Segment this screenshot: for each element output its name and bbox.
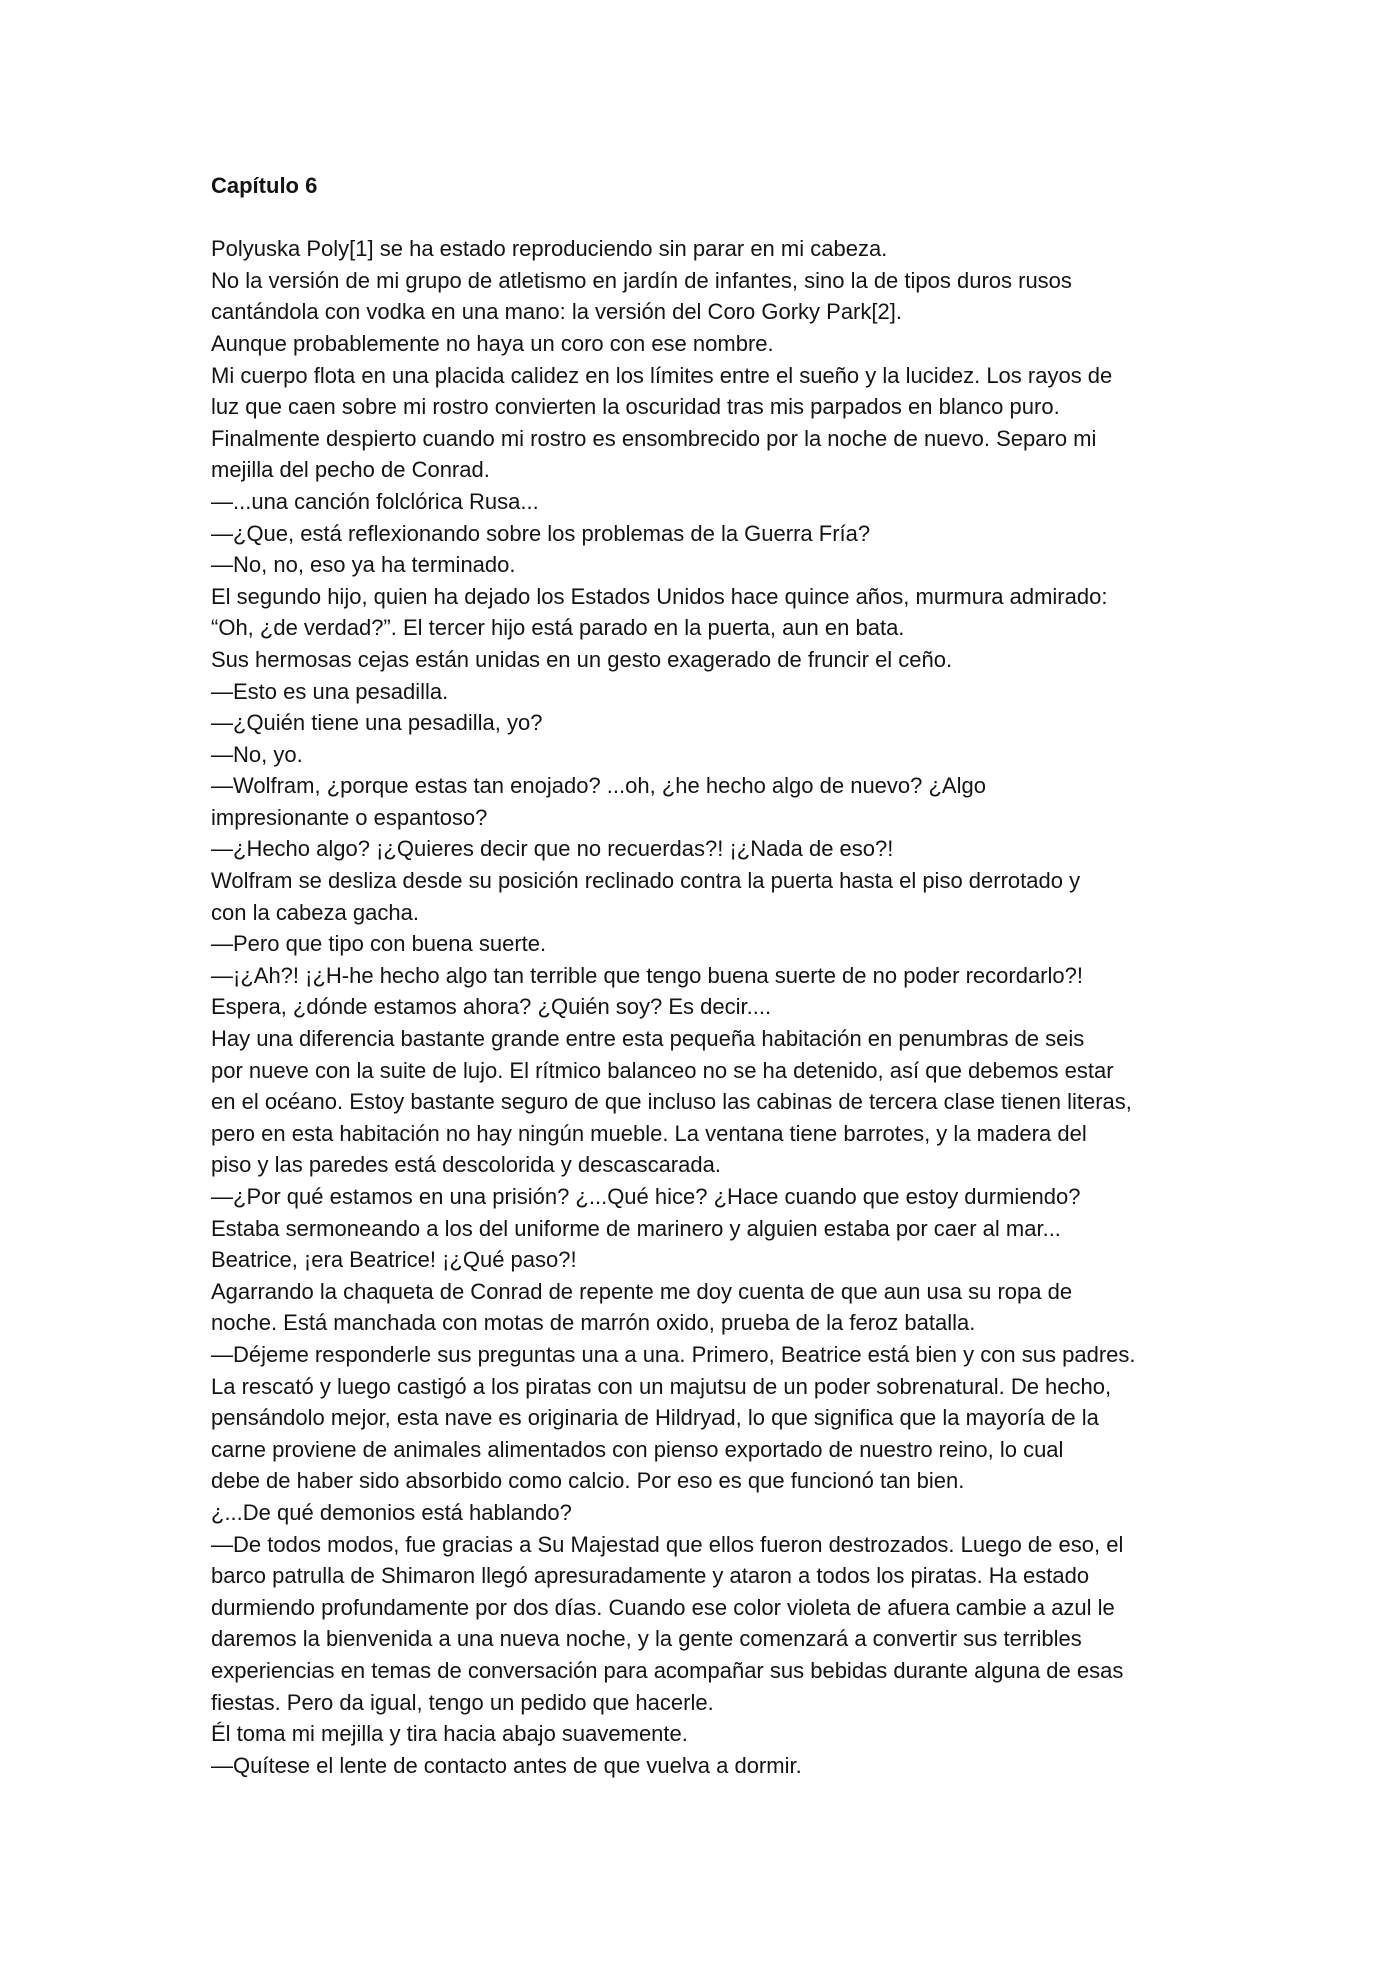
text-line: luz que caen sobre mi rostro convierten la oscuridad tras mis parpados en blanco puro. [211, 394, 1060, 420]
text-line: Sus hermosas cejas están unidas en un gesto exagerado de fruncir el ceño. [211, 646, 953, 672]
paragraph [211, 865, 1211, 928]
text-line: —Déjeme responderle sus preguntas una a una. Primero, Beatrice está bien y con sus padres. [211, 1341, 1136, 1367]
paragraph [211, 960, 1211, 1023]
text-line: “Oh, ¿de verdad?”. El tercer hijo está parado en la puerta, aun en bata. [211, 615, 905, 641]
text-line: barco patrulla de Shimaron llegó apresuradamente y ataron a todos los piratas. Ha estado [211, 1563, 1090, 1589]
text-line: en el océano. Estoy bastante seguro de que incluso las cabinas de tercera clase tienen literas, [211, 1089, 1132, 1115]
paragraph [211, 739, 1211, 771]
text-line: Mi cuerpo flota en una placida calidez en los límites entre el sueño y la lucidez. Los rayos de [211, 362, 1113, 388]
text-line: experiencias en temas de conversación para acompañar sus bebidas durante alguna de esas [211, 1657, 1124, 1683]
text-line: Wolfram se desliza desde su posición reclinado contra la puerta hasta el piso derrotado y [211, 868, 1081, 894]
text-line: Polyuska Poly[1] se ha estado reproduciendo sin parar en mi cabeza. [211, 236, 888, 262]
paragraph [211, 486, 1211, 518]
paragraph-list [211, 233, 1211, 1781]
text-line: Espera, ¿dónde estamos ahora? ¿Quién soy? Es decir.... [211, 994, 772, 1020]
text-line: La rescató y luego castigó a los piratas con un majutsu de un poder sobrenatural. De hecho, [211, 1373, 1112, 1399]
paragraph [211, 265, 1211, 328]
text-line: daremos la bienvenida a una nueva noche, y la gente comenzará a convertir sus terribles [211, 1626, 1082, 1652]
text-line: Él toma mi mejilla y tira hacia abajo suavemente. [211, 1721, 688, 1747]
text-line: —¿Quién tiene una pesadilla, yo? [211, 710, 543, 736]
text-line: Finalmente despierto cuando mi rostro es ensombrecido por la noche de nuevo. Separo mi [211, 425, 1097, 451]
text-line: —...una canción folclórica Rusa... [211, 488, 539, 514]
text-line: —No, no, eso ya ha terminado. [211, 552, 516, 578]
paragraph [211, 360, 1211, 486]
text-line: Agarrando la chaqueta de Conrad de repente me doy cuenta de que aun usa su ropa de [211, 1278, 1073, 1304]
paragraph [211, 1339, 1211, 1497]
paragraph [211, 1750, 1211, 1782]
paragraph [211, 549, 1211, 581]
text-line: por nueve con la suite de lujo. El rítmico balanceo no se ha detenido, así que debemos estar [211, 1057, 1114, 1083]
text-line: Aunque probablemente no haya un coro con ese nombre. [211, 330, 774, 356]
paragraph [211, 518, 1211, 550]
text-line: Estaba sermoneando a los del uniforme de marinero y alguien estaba por caer al mar... [211, 1215, 1061, 1241]
text-line: ¿...De qué demonios está hablando? [211, 1499, 572, 1525]
text-line: —No, yo. [211, 741, 303, 767]
document-body [211, 170, 1211, 1781]
paragraph [211, 1276, 1211, 1339]
paragraph [211, 1529, 1211, 1719]
paragraph [211, 644, 1211, 676]
text-line: —¡¿Ah?! ¡¿H-he hecho algo tan terrible que tengo buena suerte de no poder recordarlo?! [211, 962, 1083, 988]
paragraph [211, 676, 1211, 708]
text-line: —Quítese el lente de contacto antes de que vuelva a dormir. [211, 1752, 802, 1778]
text-line: con la cabeza gacha. [211, 899, 419, 925]
paragraph [211, 833, 1211, 865]
text-line: —Esto es una pesadilla. [211, 678, 449, 704]
text-line: fiestas. Pero da igual, tengo un pedido que hacerle. [211, 1689, 714, 1715]
text-line: —Pero que tipo con buena suerte. [211, 931, 547, 957]
paragraph [211, 1181, 1211, 1276]
text-line: piso y las paredes está descolorida y descascarada. [211, 1152, 721, 1178]
paragraph [211, 581, 1211, 644]
text-line: —¿Por qué estamos en una prisión? ¿...Qué hice? ¿Hace cuando que estoy durmiendo? [211, 1184, 1081, 1209]
paragraph [211, 1497, 1211, 1529]
paragraph [211, 928, 1211, 960]
text-line: carne proviene de animales alimentados con pienso exportado de nuestro reino, lo cual [211, 1436, 1064, 1462]
text-line: impresionante o espantoso? [211, 804, 488, 830]
paragraph [211, 233, 1211, 265]
text-line: El segundo hijo, quien ha dejado los Estados Unidos hace quince años, murmura admirado: [211, 583, 1108, 609]
text-line: durmiendo profundamente por dos días. Cuando ese color violeta de afuera cambie a azul le [211, 1594, 1115, 1620]
text-line: mejilla del pecho de Conrad. [211, 457, 490, 483]
paragraph [211, 707, 1211, 739]
text-line: —¿Que, está reflexionando sobre los problemas de la Guerra Fría? [211, 520, 871, 546]
text-line: —De todos modos, fue gracias a Su Majestad que ellos fueron destrozados. Luego de eso, el [211, 1531, 1124, 1557]
text-line: —Wolfram, ¿porque estas tan enojado? ...oh, ¿he hecho algo de nuevo? ¿Algo [211, 773, 986, 799]
text-line: debe de haber sido absorbido como calcio. Por eso es que funcionó tan bien. [211, 1468, 965, 1494]
text-line: No la versión de mi grupo de atletismo en jardín de infantes, sino la de tipos duros rusos [211, 267, 1072, 293]
paragraph [211, 770, 1211, 833]
text-line: pero en esta habitación no hay ningún mueble. La ventana tiene barrotes, y la madera del [211, 1120, 1087, 1146]
text-line: Hay una diferencia bastante grande entre esta pequeña habitación en penumbras de seis [211, 1026, 1085, 1052]
paragraph [211, 328, 1211, 360]
text-line: pensándolo mejor, esta nave es originaria de Hildryad, lo que significa que la mayoría de la [211, 1405, 1099, 1431]
chapter-title: Capítulo 6 [211, 173, 318, 198]
text-line: —¿Hecho algo? ¡¿Quieres decir que no recuerdas?! ¡¿Nada de eso?! [211, 836, 894, 862]
text-line: noche. Está manchada con motas de marrón oxido, prueba de la feroz batalla. [211, 1310, 976, 1336]
paragraph [211, 1023, 1211, 1181]
text-line: Beatrice, ¡era Beatrice! ¡¿Qué paso?! [211, 1247, 577, 1273]
text-line: cantándola con vodka en una mano: la versión del Coro Gorky Park[2]. [211, 299, 902, 325]
paragraph [211, 1718, 1211, 1750]
